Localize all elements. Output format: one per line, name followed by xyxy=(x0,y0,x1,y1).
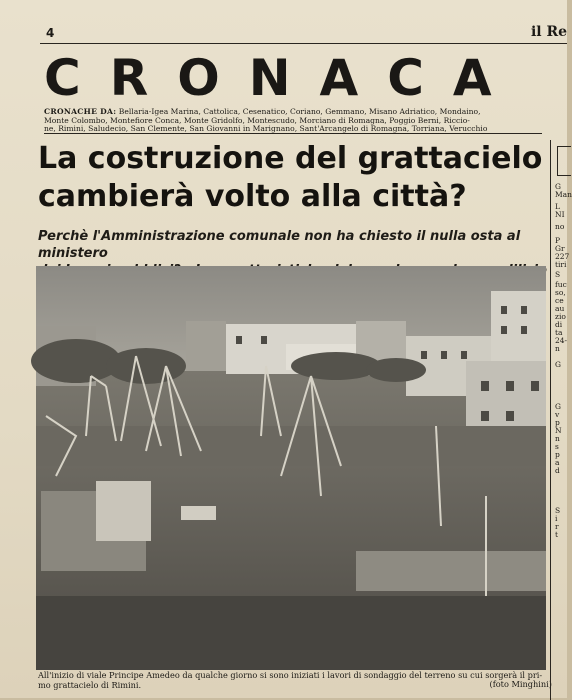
side-fragment-text: G xyxy=(555,402,561,411)
subheadline-line-1: Perchè l'Amministrazione comunale non ha chiesto il nulla osta al ministero xyxy=(38,229,521,261)
side-fragment-text: L xyxy=(555,202,560,211)
side-fragment-text: di xyxy=(555,320,563,329)
side-fragment-text: S xyxy=(555,270,561,279)
side-fragment-text: r xyxy=(555,522,559,531)
construction-site-photo xyxy=(36,266,546,670)
adjacent-column-fragment xyxy=(550,140,572,700)
caption-line-2: mo grattacielo di Rimini. xyxy=(38,679,142,690)
side-fragment-text: fuc xyxy=(555,280,567,289)
side-fragment-text: S xyxy=(555,506,561,515)
headline-line-2: cambierà volto alla città? xyxy=(38,179,467,214)
side-fragment-text: d xyxy=(555,466,560,475)
side-box-frame xyxy=(557,146,571,176)
photo-credit: (foto Minghini) xyxy=(489,679,552,689)
cronache-towns-3: ne, Rimini, Saludecio, San Clemente, San Giovanni in Marignano, Sant'Arcangelo di Romagna, Torriana, Verucchio xyxy=(44,124,488,134)
side-fragment-text: NI xyxy=(555,210,565,219)
side-fragment-text: v xyxy=(555,410,560,419)
cronache-towns-1: Bellaria-Igea Marina, Cattolica, Cesenatico, Coriano, Gemmano, Misano Adriatico, Mondaino, xyxy=(118,107,481,116)
side-fragment-text: p xyxy=(555,450,560,459)
side-fragment-text: s xyxy=(555,442,559,451)
side-fragment-text: Gr xyxy=(555,244,565,253)
side-fragment-text: ce xyxy=(555,296,564,305)
side-fragment-text: P xyxy=(555,236,561,245)
side-fragment-text: n xyxy=(555,434,560,443)
side-fragment-text: so, xyxy=(555,288,566,297)
side-fragment-text: au xyxy=(555,304,565,313)
page-number: 4 xyxy=(46,26,55,40)
construction-site-illustration xyxy=(36,266,546,670)
side-fragment-text: G xyxy=(555,182,561,191)
side-fragment-text: Man xyxy=(555,190,572,199)
cronache-label: CRONACHE DA: xyxy=(44,107,117,116)
section-title: CRONACA xyxy=(44,49,521,107)
side-fragment-text: a xyxy=(555,458,560,467)
side-fragment-text: p xyxy=(555,418,560,427)
caption-line-1: All'inizio di viale Principe Amedeo da qualche giorno si sono iniziati i lavori di sondaggio del terreno su cui sorgerà il pri- xyxy=(38,670,543,680)
side-fragment-text: n xyxy=(555,344,560,353)
side-fragment-text: i xyxy=(555,514,558,523)
photo-caption xyxy=(38,671,558,698)
article-headline xyxy=(38,140,550,220)
side-fragment-text: G xyxy=(555,360,561,369)
side-fragment-text: zio xyxy=(555,312,566,321)
page-header-bar xyxy=(40,24,567,44)
side-fragment-text: no xyxy=(555,222,565,231)
side-fragment-text: tiri xyxy=(555,260,567,269)
side-fragment-text: N xyxy=(555,426,562,435)
article-subheadline xyxy=(38,228,550,266)
cronache-towns-2: Monte Colombo, Montefiore Conca, Monte Gridolfo, Montescudo, Morciano di Romagna, Poggio Berni, Riccio- xyxy=(44,115,470,125)
side-fragment-text: ta xyxy=(555,328,563,337)
side-fragment-text: 24- xyxy=(555,336,568,345)
side-fragment-text: 227 xyxy=(555,252,570,261)
newspaper-masthead: il Re xyxy=(530,24,567,40)
cronache-towns-list xyxy=(44,108,542,134)
headline-line-1: La costruzione del grattacielo xyxy=(38,141,543,176)
side-fragment-text: t xyxy=(555,530,559,539)
